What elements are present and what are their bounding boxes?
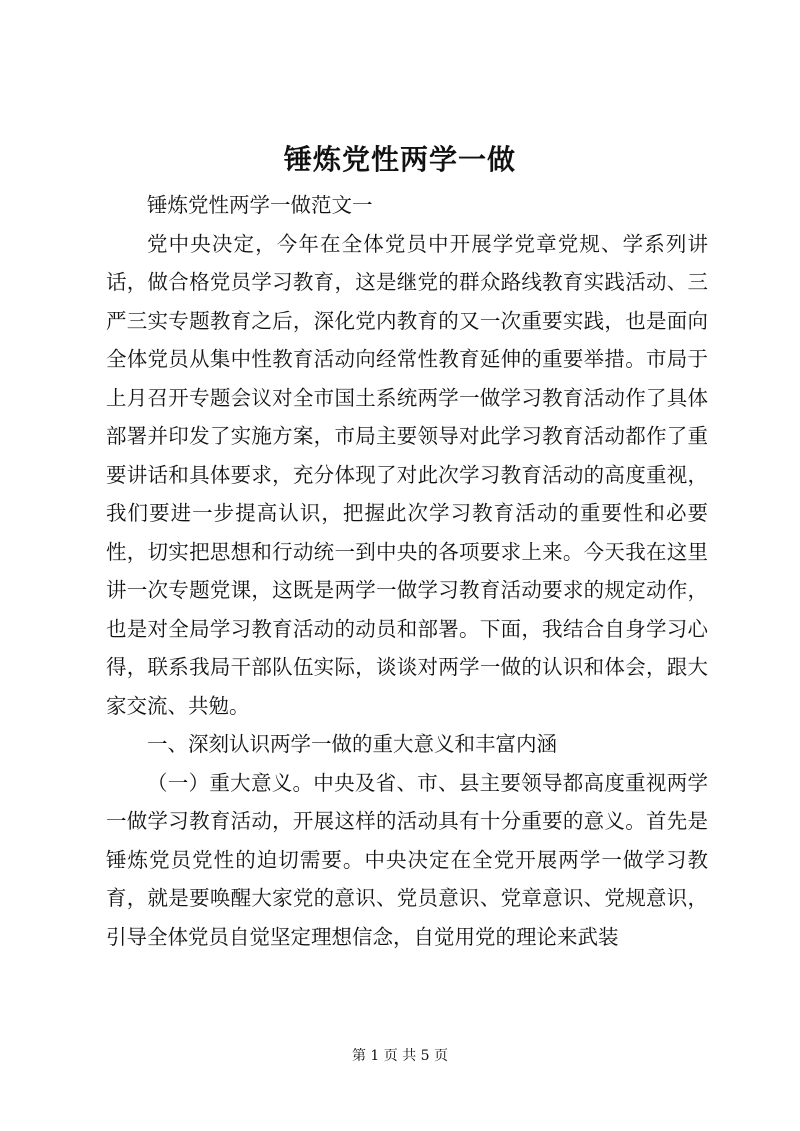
- paragraph-intro: 党中央决定，今年在全体党员中开展学党章党规、学系列讲话，做合格党员学习教育，这是继党的群众路线教育实践活动、三严三实专题教育之后，深化党内教育的又一次重要实践，也是面向全体党员从集中性教育活动向经常性教育延伸的重要举措。市局于上月召开专题会议对全市国土系统两学一做学习教育活动作了具体部署并印发了实施方案，市局主要领导对此学习教育活动都作了重要讲话和具体要求，充分体现了对此次学习教育活动的高度重视，我们要进一步提高认识，把握此次学习教育活动的重要性和必要性，切实把思想和行动统一到中央的各项要求上来。今天我在这里讲一次专题党课，这既是两学一做学习教育活动要求的规定动作，也是对全局学习教育活动的动员和部署。下面，我结合自身学习心得，联系我局干部队伍实际，谈谈对两学一做的认识和体会，跟大家交流、共勉。: [106, 231, 708, 718]
- section-heading: 一、深刻认识两学一做的重大意义和丰富内涵: [147, 732, 557, 756]
- paragraph-subtitle: 锤炼党性两学一做范文一: [147, 193, 373, 217]
- document-title: 锤炼党性两学一做: [283, 143, 516, 176]
- document-body: [106, 186, 708, 956]
- page-footer: 第 1 页 共 5 页: [351, 1048, 449, 1064]
- paragraph-significance: （一）重大意义。中央及省、市、县主要领导都高度重视两学一做学习教育活动，开展这样的活动具有十分重要的意义。首先是锤炼党员党性的迫切需要。中央决定在全党开展两学一做学习教育，就是要唤醒大家党的意识、党员意识、党章意识、党规意识，引导全体党员自觉坚定理想信念，自觉用党的理论来武装: [106, 770, 708, 949]
